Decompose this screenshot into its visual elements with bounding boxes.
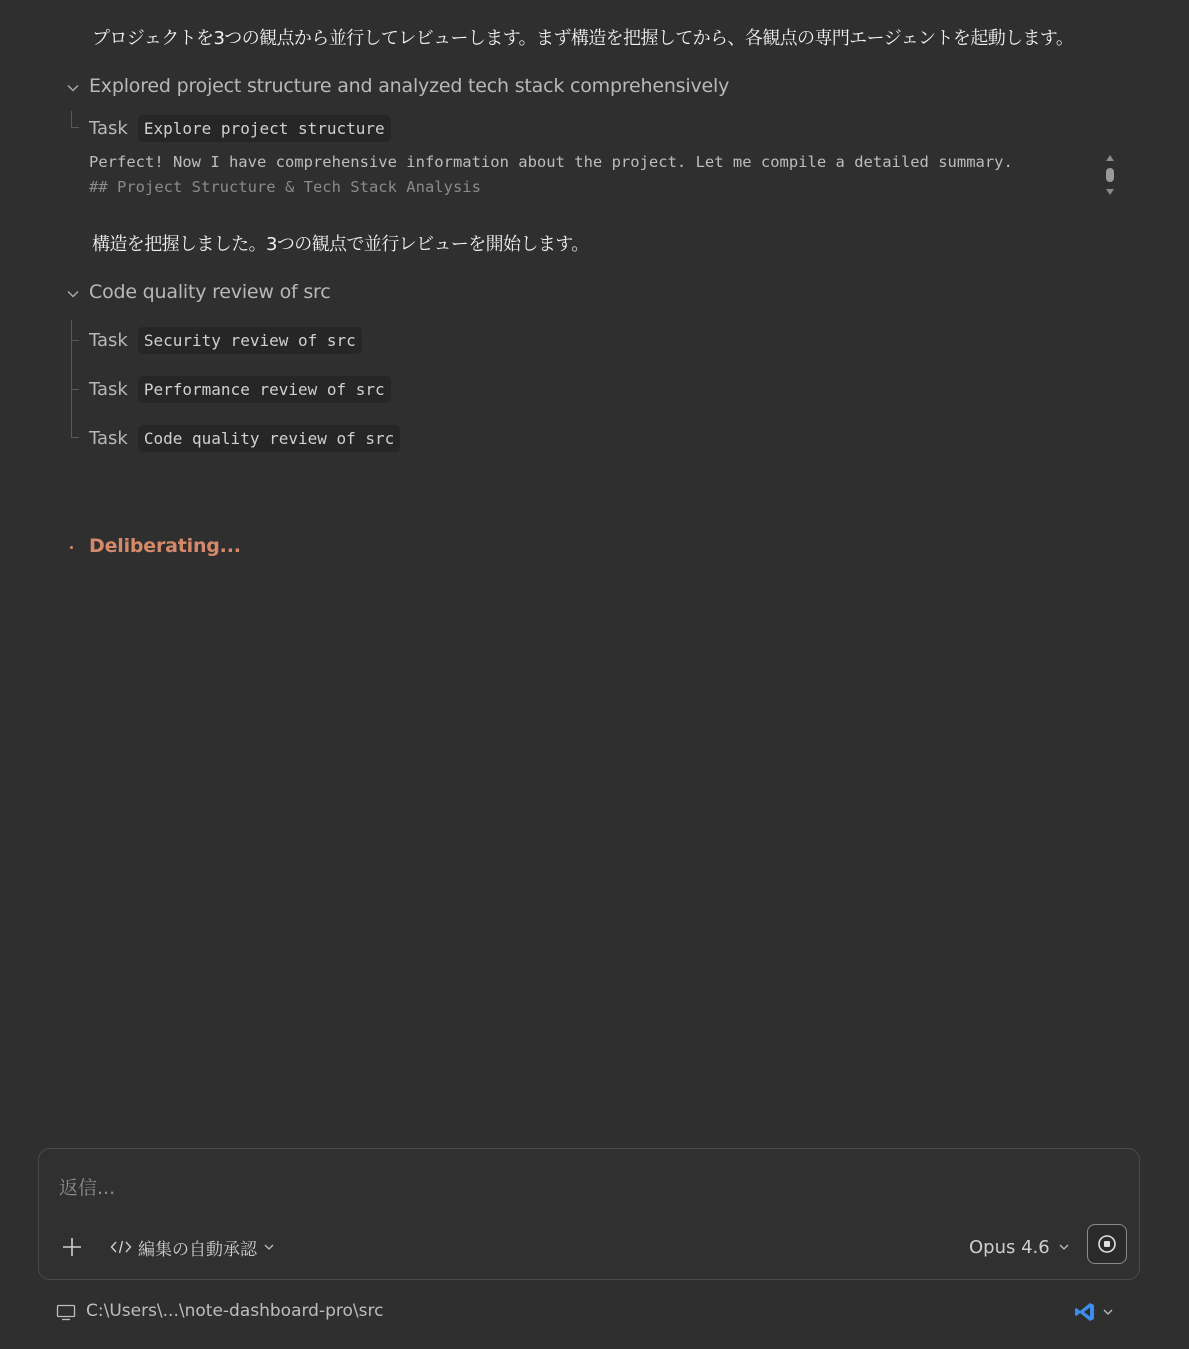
model-label: Opus 4.6 <box>969 1236 1050 1258</box>
reply-input[interactable]: 返信... <box>59 1177 116 1199</box>
working-directory-path[interactable]: C:\Users\...\note-dashboard-pro\src <box>86 1301 384 1321</box>
task-row-security[interactable] <box>89 325 362 355</box>
tree-connector <box>71 389 79 390</box>
composer[interactable] <box>38 1148 1140 1280</box>
vscode-icon <box>1074 1301 1096 1323</box>
tree-connector <box>71 111 72 128</box>
monitor-icon <box>56 1304 76 1321</box>
scroll-up-icon[interactable] <box>1106 155 1114 161</box>
task-output-line: Perfect! Now I have comprehensive information about the project. Let me compile a detailed summary. <box>89 153 1013 171</box>
output-scrollbar[interactable] <box>1104 155 1116 197</box>
task-name: Performance review of src <box>138 376 391 403</box>
tree-connector <box>71 340 79 341</box>
chevron-down-icon[interactable] <box>66 81 80 95</box>
scroll-thumb[interactable] <box>1106 168 1114 182</box>
task-label: Task <box>89 329 128 351</box>
model-selector[interactable] <box>969 1235 1070 1259</box>
stop-icon <box>1097 1234 1117 1254</box>
tree-connector <box>71 320 72 438</box>
task-row-explore[interactable] <box>89 113 391 143</box>
status-text: Deliberating... <box>89 535 241 557</box>
task-row-performance[interactable] <box>89 374 391 404</box>
chevron-down-icon <box>1058 1241 1070 1253</box>
task-name: Code quality review of src <box>138 425 400 452</box>
task-name: Security review of src <box>138 327 362 354</box>
task-label: Task <box>89 378 128 400</box>
assistant-message-second: 構造を把握しました。3つの観点で並行レビューを開始します。 <box>92 234 589 255</box>
chevron-down-icon <box>1102 1306 1114 1318</box>
tree-connector <box>71 127 79 128</box>
ide-selector[interactable] <box>1074 1300 1114 1324</box>
auto-approve-dropdown[interactable] <box>110 1235 275 1259</box>
status-spinner-icon <box>70 546 73 549</box>
task-name: Explore project structure <box>138 115 391 142</box>
tree-connector <box>71 437 79 438</box>
code-icon <box>110 1239 132 1255</box>
group-title-review[interactable]: Code quality review of src <box>89 281 331 303</box>
group-title-explore[interactable]: Explored project structure and analyzed tech stack comprehensively <box>89 75 730 97</box>
chevron-down-icon[interactable] <box>66 287 80 301</box>
task-label: Task <box>89 117 128 139</box>
task-label: Task <box>89 427 128 449</box>
assistant-message-intro: プロジェクトを3つの観点から並行してレビューします。まず構造を把握してから、各観点の専門エージェントを起動します。 <box>92 28 1074 49</box>
scroll-down-icon[interactable] <box>1106 189 1114 195</box>
plus-icon[interactable] <box>61 1236 83 1258</box>
mode-label: 編集の自動承認 <box>138 1239 257 1260</box>
stop-button[interactable] <box>1087 1224 1127 1264</box>
chevron-down-icon <box>263 1241 275 1253</box>
task-output-line: ## Project Structure & Tech Stack Analysis <box>89 178 481 196</box>
task-row-code-quality[interactable] <box>89 423 400 453</box>
